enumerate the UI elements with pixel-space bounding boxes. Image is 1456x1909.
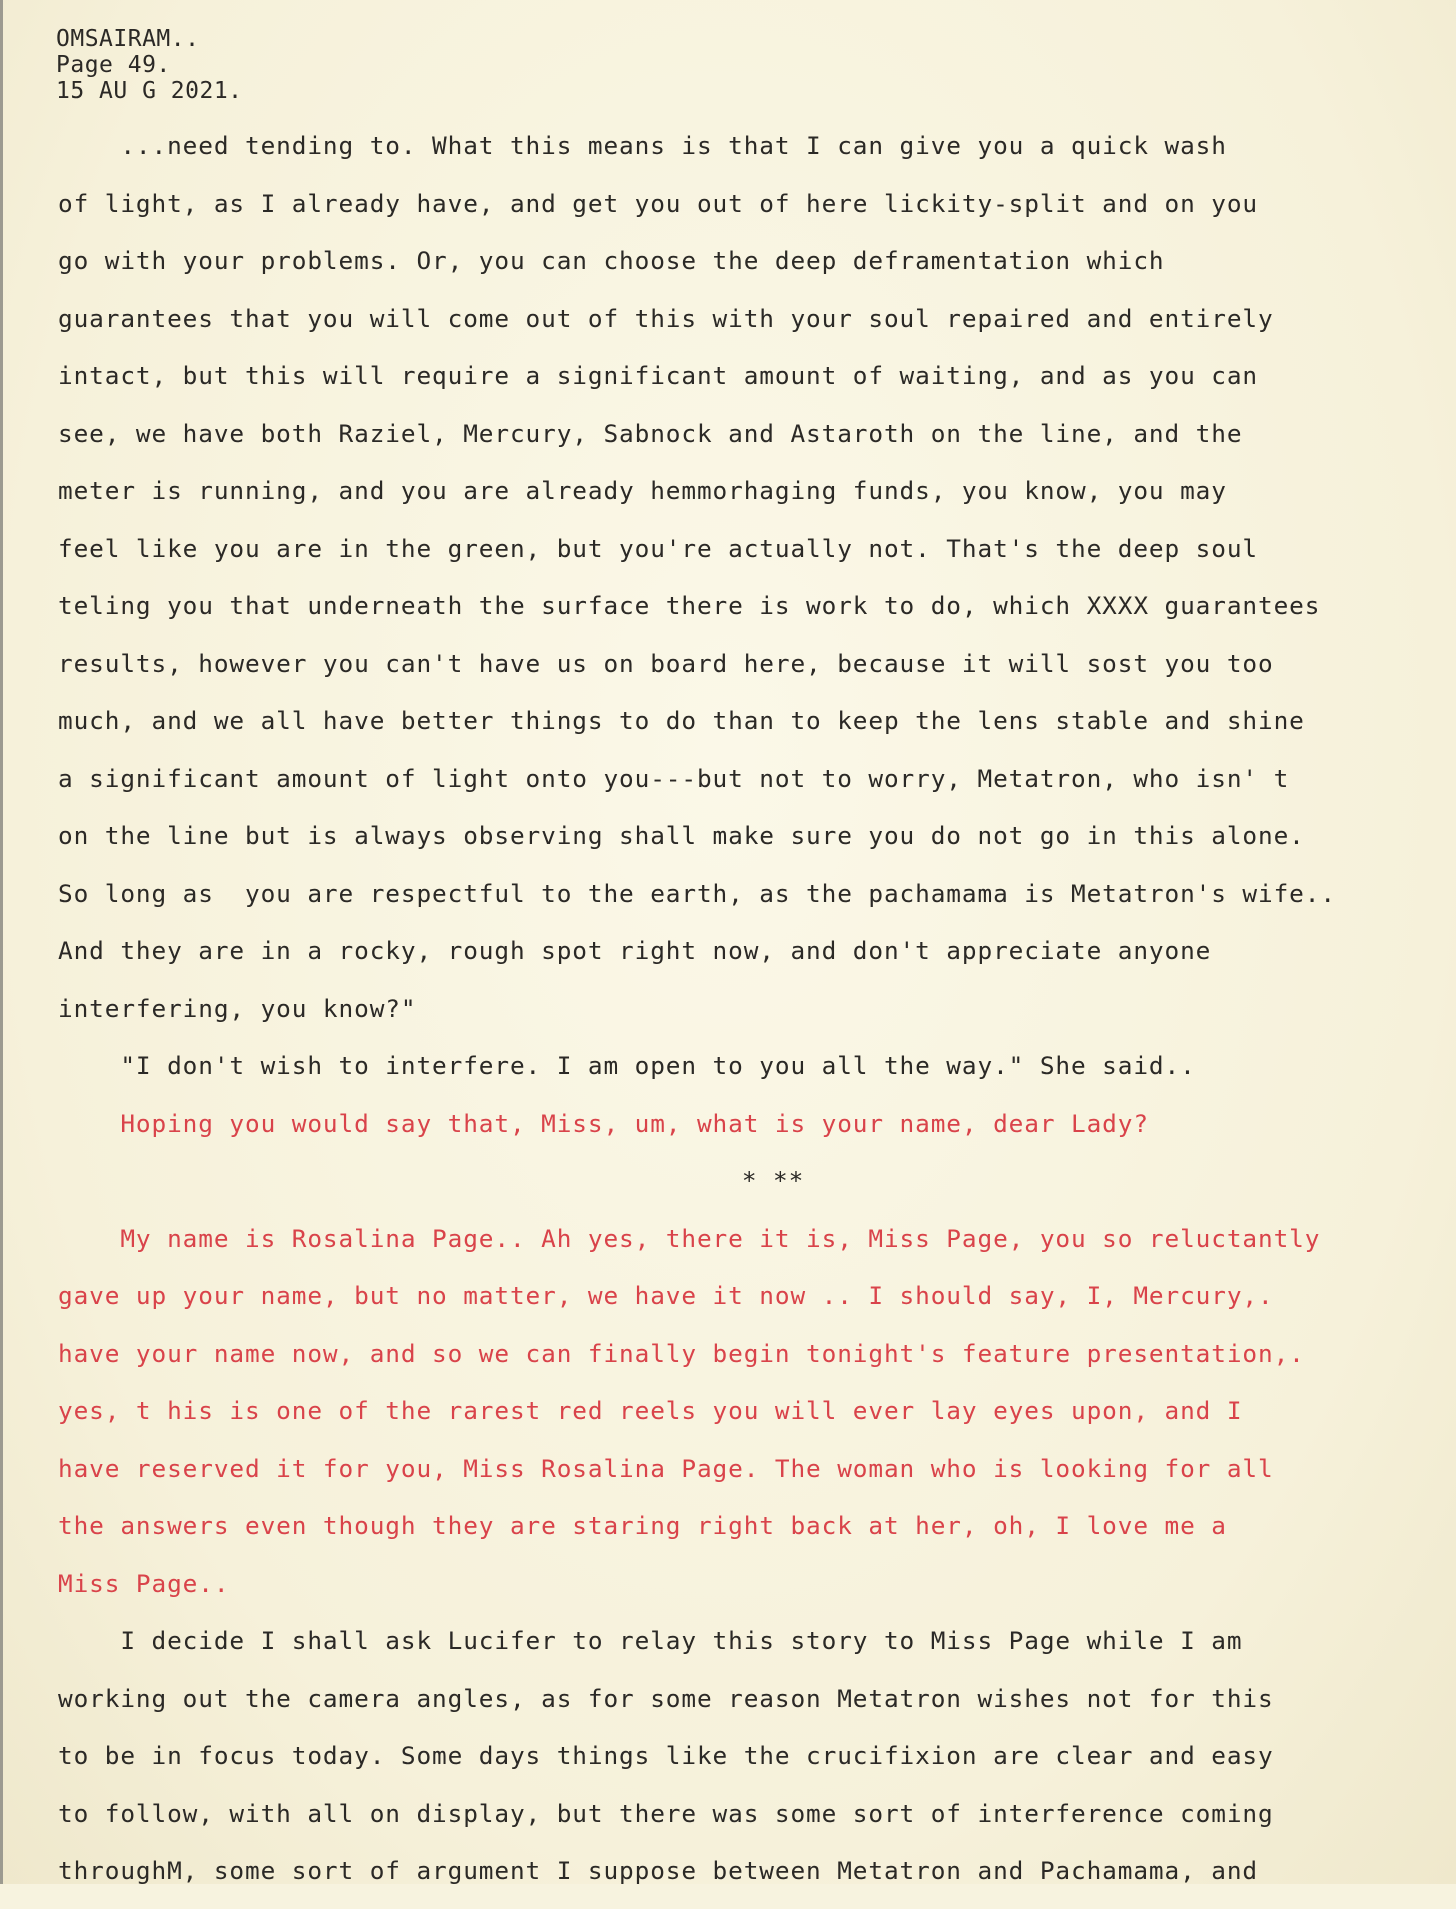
- text-line: a significant amount of light onto you---but not to worry, Metatron, who isn' t: [58, 763, 1290, 793]
- text-line: throughM, some sort of argument I suppose between Metatron and Pachamama, and: [58, 1856, 1258, 1885]
- text-line: go with your problems. Or, you can choose the deep deframentation which: [58, 246, 1165, 275]
- header-date: 15 AU G 2021.: [56, 78, 243, 104]
- text-line: have reserved it for you, Miss Rosalina Page. The woman who is looking for all: [58, 1453, 1274, 1483]
- text-line: to follow, with all on display, but there was some sort of interference coming: [58, 1798, 1274, 1828]
- text-line: Hoping you would say that, Miss, um, what is your name, dear Lady?: [58, 1108, 1149, 1138]
- text-line: of light, as I already have, and get you out of here lickity-split and on you: [58, 188, 1258, 218]
- text-line: My name is Rosalina Page.. Ah yes, there it is, Miss Page, you so reluctantly: [58, 1223, 1321, 1253]
- text-line: meter is running, and you are already hemmorhaging funds, you know, you may: [58, 476, 1227, 505]
- text-line: intact, but this will require a significant amount of waiting, and as you can: [58, 361, 1258, 390]
- text-line: ...need tending to. What this means is that I can give you a quick wash: [58, 131, 1227, 160]
- text-line: guarantees that you will come out of this with your soul repaired and entirely: [58, 303, 1274, 333]
- section-separator: * **: [741, 1166, 805, 1195]
- text-line: working out the camera angles, as for some reason Metatron wishes not for this: [58, 1683, 1274, 1713]
- text-line: on the line but is always observing shall make sure you do not go in this alone.: [58, 821, 1305, 850]
- text-line: the answers even though they are staring right back at her, oh, I love me a: [58, 1511, 1227, 1540]
- text-line: have your name now, and so we can finally begin tonight's feature presentation,.: [58, 1338, 1305, 1368]
- text-line: And they are in a rocky, rough spot right now, and don't appreciate anyone: [58, 936, 1212, 965]
- text-line: teling you that underneath the surface there is work to do, which XXXX guarantees: [58, 591, 1321, 620]
- text-line: gave up your name, but no matter, we have it now .. I should say, I, Mercury,.: [58, 1281, 1274, 1310]
- body-text: [58, 126, 1448, 1909]
- text-line: results, however you can't have us on board here, because it will sost you too: [58, 648, 1274, 678]
- text-line: I decide I shall ask Lucifer to relay this story to Miss Page while I am: [58, 1626, 1243, 1655]
- text-line: much, and we all have better things to do than to keep the lens stable and shine: [58, 706, 1305, 735]
- text-line: "I don't wish to interfere. I am open to you all the way." She said..: [58, 1051, 1196, 1080]
- page-header: [56, 26, 243, 104]
- text-line: Miss Page..: [58, 1568, 230, 1598]
- text-line: to be in focus today. Some days things like the crucifixion are clear and easy: [58, 1741, 1274, 1770]
- text-line: interfering, you know?": [58, 993, 417, 1023]
- page-edge-shadow: [0, 0, 3, 1884]
- header-title: OMSAIRAM..: [56, 26, 200, 52]
- text-line: feel like you are in the green, but you're actually not. That's the deep soul: [58, 533, 1258, 563]
- header-page-number: Page 49.: [56, 52, 171, 78]
- text-line: see, we have both Raziel, Mercury, Sabnock and Astaroth on the line, and the: [58, 418, 1243, 448]
- text-line: So long as you are respectful to the earth, as the pachamama is Metatron's wife..: [58, 878, 1336, 908]
- text-line: yes, t his is one of the rarest red reels you will ever lay eyes upon, and I: [58, 1396, 1243, 1425]
